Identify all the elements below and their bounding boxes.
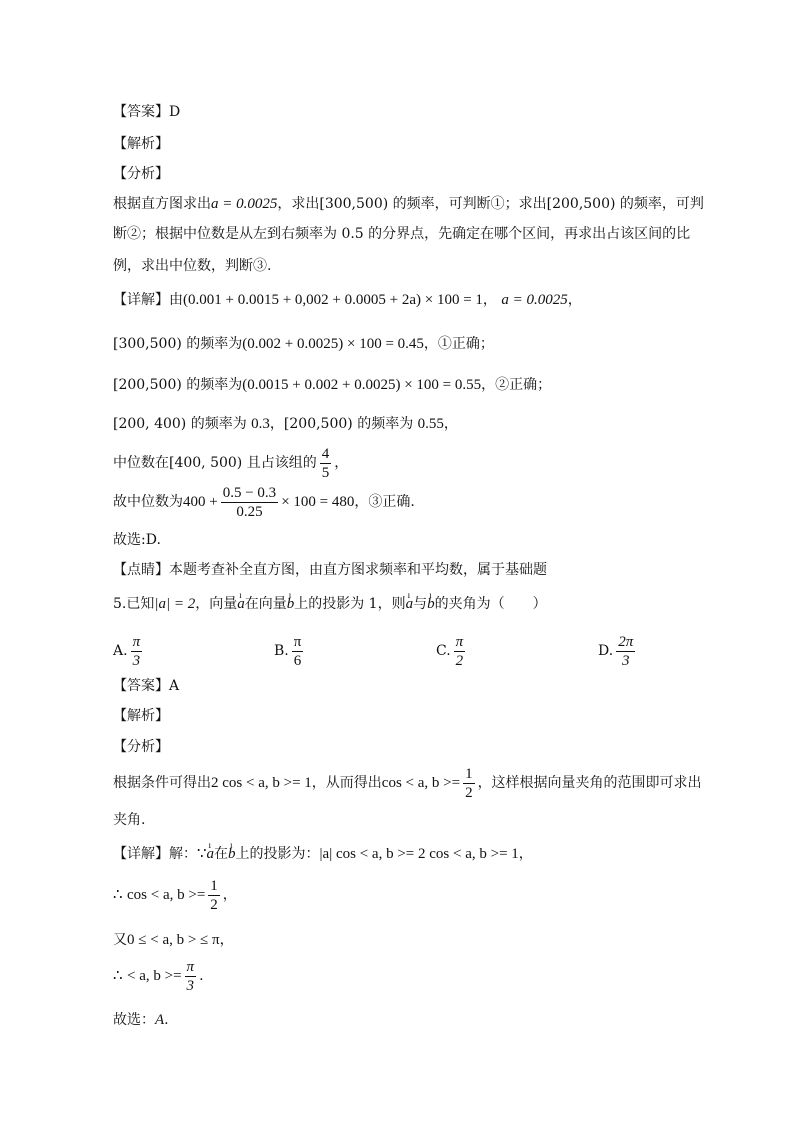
math: × 100 = 480 <box>281 494 355 510</box>
vector-b: ı b <box>228 844 236 864</box>
text: 在向量 <box>244 596 287 612</box>
text: ，①正确； <box>423 336 494 352</box>
math: (0.0015 + 0.002 + 0.0025) × 100 = 0.55 <box>242 377 482 393</box>
option-label: A. <box>113 643 128 659</box>
text: [300,500) 的频率为 <box>113 336 243 352</box>
text: ， <box>219 932 234 948</box>
vector-a: ı a <box>237 594 245 614</box>
text: [200,500) 的频率为 <box>113 377 243 393</box>
text: [200, 400) 的频率为 <box>113 416 247 432</box>
detail-5-line-2 <box>113 876 237 914</box>
text: ，②正确； <box>481 377 552 393</box>
choice-line-4: 故选:D. <box>113 532 161 548</box>
denominator: 6 <box>293 652 302 669</box>
math: (0.002 + 0.0025) × 100 = 0.45 <box>242 336 424 352</box>
method-paragraph-line-1 <box>113 194 704 214</box>
text: 的夹角为（ ） <box>434 596 547 612</box>
math: cos < a, b >= <box>381 775 461 791</box>
analysis-heading-5: 【解析】 <box>113 708 169 724</box>
text: 上的投影为： <box>235 846 320 862</box>
math: |a| cos < a, b >= 2 cos < a, b >= 1 <box>319 846 519 862</box>
choice-line-5 <box>113 1010 169 1030</box>
fraction <box>454 633 466 670</box>
text: ，③正确. <box>354 494 415 510</box>
option-a[interactable] <box>113 632 145 670</box>
math: cos < a, b >= <box>127 887 206 903</box>
fraction <box>221 484 278 521</box>
detail-line-1 <box>113 290 582 310</box>
option-d[interactable] <box>598 632 638 670</box>
numerator: π <box>186 958 195 975</box>
text: ，向量 <box>195 596 238 612</box>
text: 故中位数为 <box>113 494 183 510</box>
analysis-heading-4: 【解析】 <box>113 136 169 152</box>
vector-b: ı b <box>287 594 295 614</box>
math: < a, b >= <box>127 968 182 984</box>
therefore: ∴ <box>113 968 123 984</box>
math: A <box>155 1012 165 1028</box>
math: (0.001 + 0.0015 + 0,002 + 0.0005 + 2a) × 100 = 1 <box>183 292 483 308</box>
numerator: 2π <box>618 633 634 650</box>
denominator: 3 <box>621 652 630 669</box>
fraction <box>320 445 332 482</box>
answer-label-5: 【答案】A <box>113 678 180 694</box>
method-line-5b: 夹角. <box>113 812 146 828</box>
denominator: 3 <box>132 652 141 669</box>
text: ， <box>443 416 458 432</box>
denominator: 2 <box>210 896 218 913</box>
math: 0.55 <box>417 416 444 432</box>
option-b[interactable] <box>274 632 306 670</box>
question-5 <box>113 594 547 614</box>
math: 2 cos < a, b >= 1 <box>211 775 312 791</box>
numerator: π <box>132 633 141 650</box>
text: ， <box>222 887 237 903</box>
text: ， <box>334 455 349 471</box>
vector-b: ı b <box>427 594 435 614</box>
numerator: π <box>293 633 302 650</box>
fraction <box>292 633 304 670</box>
text: ， <box>518 846 533 862</box>
denominator: 2 <box>455 652 464 669</box>
denominator: 5 <box>321 464 330 481</box>
text: 根据直方图求出 <box>113 196 211 212</box>
method-heading-4: 【分析】 <box>113 166 169 182</box>
fraction <box>185 958 197 995</box>
math: 400 + <box>183 494 218 510</box>
detail-5-line-4 <box>113 957 204 995</box>
fraction <box>131 633 143 670</box>
text: . <box>199 968 204 984</box>
text: 又 <box>113 932 127 948</box>
answer-label-4: 【答案】D <box>113 104 181 120</box>
text: 【详解】解： <box>113 846 197 862</box>
text: 5.已知 <box>113 596 155 612</box>
option-c[interactable] <box>436 632 468 670</box>
detail-5-line-1 <box>113 844 533 864</box>
math: |a| = 2 <box>154 596 196 612</box>
text: 【详解】由 <box>113 292 183 308</box>
option-label: C. <box>436 643 451 659</box>
math: 0.3 <box>251 416 270 432</box>
text: ，求出[300,500) 的频率，可判断①；求出[200,500) 的频率，可判 <box>277 196 704 212</box>
text: 上的投影为 1，则 <box>294 596 406 612</box>
method-paragraph-line-3: 例，求出中位数，判断③. <box>113 258 272 274</box>
text: ，这样根据向量夹角的范围即可求出 <box>477 775 702 791</box>
denominator: 2 <box>465 784 473 801</box>
option-label: B. <box>274 643 289 659</box>
math: 0 ≤ < a, b > ≤ π <box>127 932 220 948</box>
math: a = 0.0025 <box>501 292 568 308</box>
text: 在 <box>214 846 229 862</box>
numerator: 4 <box>321 445 330 462</box>
detail-line-6 <box>113 483 415 521</box>
option-label: D. <box>598 643 614 659</box>
therefore: ∴ <box>113 887 123 903</box>
fraction <box>463 765 475 802</box>
text: ，[200,500) 的频率为 <box>269 416 414 432</box>
detail-5-line-3 <box>113 930 234 950</box>
method-line-5 <box>113 764 702 802</box>
math: ∵ <box>197 846 207 862</box>
numerator: 0.5 − 0.3 <box>222 484 277 501</box>
text: . <box>164 1012 169 1028</box>
vector-a: ı a <box>207 844 215 864</box>
fraction <box>616 633 635 670</box>
numerator: 1 <box>210 877 218 894</box>
detail-line-5 <box>113 444 348 482</box>
text: ， <box>567 292 582 308</box>
fraction <box>208 877 220 914</box>
comment-line-4: 【点睛】本题考查补全直方图，由直方图求频率和平均数，属于基础题 <box>113 562 547 578</box>
method-heading-5: 【分析】 <box>113 739 169 755</box>
denominator: 3 <box>186 977 195 994</box>
math: a = 0.0025 <box>211 196 278 212</box>
method-paragraph-line-2: 断②；根据中位数是从左到右频率为 0.5 的分界点，先确定在哪个区间，再求出占该区间的比 <box>113 226 691 242</box>
denominator: 0.25 <box>236 503 263 520</box>
text: 与 <box>413 596 428 612</box>
numerator: π <box>455 633 464 650</box>
text: 中位数在[400, 500) 且占该组的 <box>113 455 317 471</box>
text: 根据条件可得出 <box>113 775 211 791</box>
detail-line-2 <box>113 334 494 354</box>
text: ， <box>482 292 497 308</box>
vector-a: ı a <box>406 594 414 614</box>
text: ，从而得出 <box>311 775 382 791</box>
detail-line-4 <box>113 414 458 434</box>
text: 故选： <box>113 1012 155 1028</box>
numerator: 1 <box>465 765 473 782</box>
detail-line-3 <box>113 375 551 395</box>
